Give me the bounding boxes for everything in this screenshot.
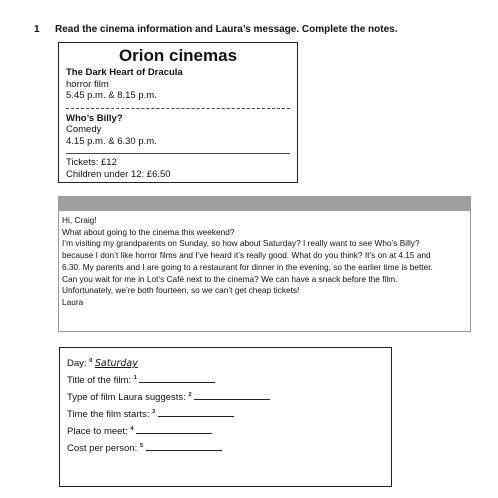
cinema-listings [66,67,290,180]
message-line: Hi, Craig! [62,215,97,225]
note-label: Time the film starts: [67,409,150,420]
note-label: Cost per person: [67,443,138,454]
film-title: Who’s Billy? [66,112,123,124]
notes-box [59,347,392,487]
message-body [59,211,470,309]
ticket-price: Tickets: £12 [66,157,117,168]
answer-blank-3[interactable] [158,408,234,417]
note-label: Place to meet: [67,426,128,437]
question-number: 2 [188,392,192,398]
note-label: Type of film Laura suggests: [67,392,186,403]
cinema-info-box [58,42,298,183]
note-row-type [67,388,270,405]
note-row-day [67,354,270,371]
film-genre: horror film [66,78,109,90]
day-answer: Saturday [94,358,138,369]
exercise-instruction: Read the cinema information and Laura’s message. Complete the notes. [55,24,398,35]
message-line: 6.30. My parents and I are going to a restaurant for dinner in the evening, so the earlier time is better. [62,261,433,272]
children-price: Children under 12: £6.50 [66,168,171,180]
note-row-time [67,405,270,422]
notes-form [67,354,270,456]
question-number: 4 [130,426,134,432]
day-label: Day: [67,358,87,369]
message-box [58,196,471,332]
note-row-cost [67,439,270,456]
solid-divider [66,153,290,154]
cinema-name: Orion cinemas [118,46,238,65]
message-signature: Laura [62,296,84,307]
message-line: Can you wait for me in Lot’s Café next to the cinema? We can have a snack before the film. [62,273,398,284]
dashed-divider [66,108,290,109]
note-row-title [67,371,270,388]
answer-blank-5[interactable] [146,442,222,451]
film-times: 5.45 p.m. & 8.15 p.m. [66,90,157,101]
note-label: Title of the film: [67,375,132,386]
question-number: 1 [133,375,137,381]
message-header-bar [59,197,470,211]
exercise-number: 1 [34,24,40,35]
question-number: 0 [89,358,93,364]
film-times: 4.15 p.m. & 6.30 p.m. [66,135,157,147]
answer-blank-4[interactable] [136,425,212,434]
message-line: Unfortunately, we’re both fourteen, so we can’t get cheap tickets! [62,285,300,296]
answer-blank-1[interactable] [139,374,215,383]
film-genre: Comedy [66,124,102,135]
message-line: I’m visiting my grandparents on Sunday, so how about Saturday? I really want to see Who’s Billy? [62,238,420,249]
note-row-place [67,422,270,439]
question-number: 5 [139,443,143,449]
message-line: because I don’t like horror films and I’ve heard it’s really good. What do you think? It’s on at 4.15 and [62,250,431,261]
question-number: 3 [152,409,156,415]
answer-blank-2[interactable] [194,391,270,400]
film-title: The Dark Heart of Dracula [66,67,183,78]
message-line: What about going to the cinema this weekend? [62,226,235,237]
